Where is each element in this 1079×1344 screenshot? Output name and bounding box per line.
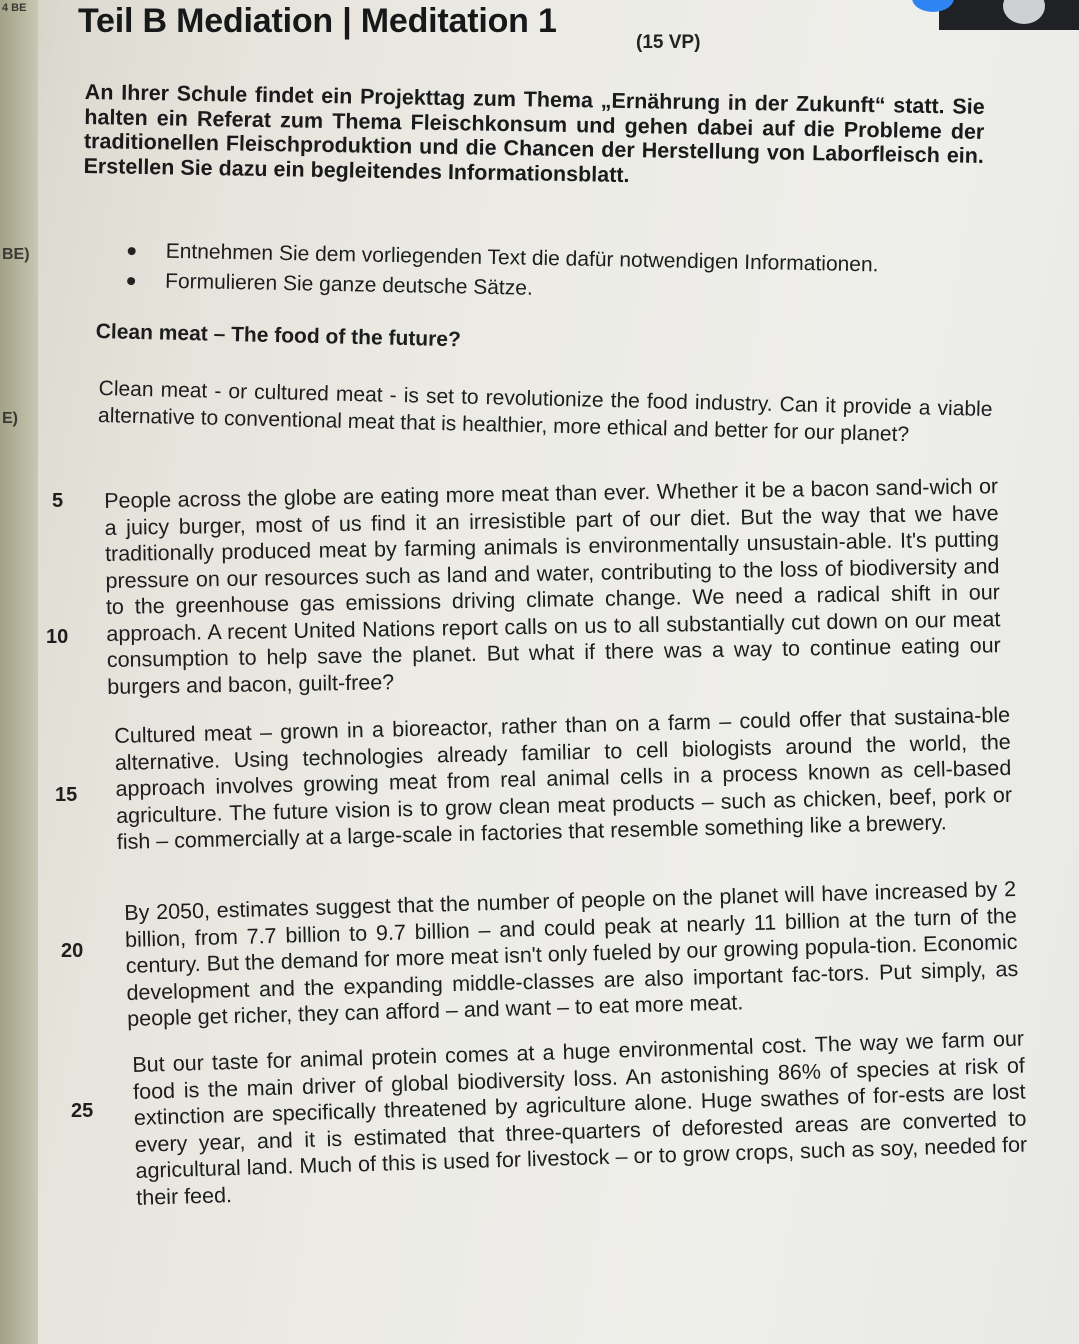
- margin-mark-top: 4 BE: [2, 2, 27, 14]
- article-lead: Clean meat - or cultured meat - is set to revolutionize the food industry. Can it provide a viable alternative to conventional meat that is healthier, more ethical and better for our planet?: [97, 376, 993, 447]
- bullet-text: Formulieren Sie ganze deutsche Sätze.: [164, 269, 534, 300]
- line-number: 5: [52, 490, 64, 512]
- line-number: 25: [71, 1100, 94, 1122]
- article-paragraph: People across the globe are eating more meat than ever. Whether it be a bacon sand-wich or a juicy burger, most of us find it an irresistible part of our diet. But the way that we have traditionally produced meat by farming animals is environmentally unsustain-able. It's putting pressure on our resources such as land and water, contributing to the loss of biodiversity and to the greenhouse gas emissions driving climate change. We need a radical shift in our approach. A recent United Nations report calls on us to all substantially cut down on our meat consumption to help save the planet. But what if there was a way to continue eating our burgers and bacon, guilt-free?: [104, 474, 1001, 699]
- task-instructions: An Ihrer Schule findet ein Projekttag zum Thema „Ernährung in der Zukunft“ statt. Sie halten ein Referat zum Thema Fleischkonsum und gehen dabei auf die Probleme der traditionellen Fleischproduktion und die Chancen der Herstellung von Laborfleisch ein. Erstellen Sie dazu ein begleitendes Informationsblatt.: [83, 80, 985, 187]
- margin-mark-e: E): [2, 410, 18, 427]
- line-number: 10: [46, 626, 69, 648]
- points-label: (15 VP): [636, 32, 701, 53]
- article-paragraph: Cultured meat – grown in a bioreactor, rather than on a farm – could offer that sustaina-ble alternative. Using technologies already familiar to cell biologists around the world, the approach involves growing meat from real animal cells in a process known as cell-based agriculture. The future vision is to grow clean meat products – such as chicken, beef, pork or fish – commercially at a large-scale in factories that resemble something like a brewery.: [114, 702, 1013, 854]
- line-number: 20: [61, 940, 84, 962]
- margin-mark-be: BE): [2, 246, 30, 263]
- bullet-text: Entnehmen Sie dem vorliegenden Text die dafür notwendigen Informationen.: [165, 239, 879, 277]
- task-bullet-list: [127, 236, 948, 312]
- page-margin-strip: [0, 0, 38, 1344]
- line-number: 15: [55, 784, 78, 806]
- bullet-dot-icon: [128, 247, 136, 255]
- article-paragraph: By 2050, estimates suggest that the number of people on the planet will have increased by 2 billion, from 7.7 billion to 9.7 billion – and could peak at nearly 11 billion at the turn of the century. But the demand for more meat isn't only fueled by our growing popula-tion. Economic development and the expanding middle-classes are also important fac-tors. Put simply, as people get richer, they can afford – and want – to eat more meat.: [124, 876, 1019, 1031]
- article-paragraph: But our taste for animal protein comes at a huge environmental cost. The way we farm our food is the main driver of global biodiversity loss. An astonishing 86% of species at risk of extinction are specifically threatened by agriculture alone. Huge swathes of for-ests are lost every year, and it is estimated that three-quarters of deforested areas are converted to agricultural land. Much of this is used for livestock – or to grow crops, such as soy, needed for their feed.: [132, 1026, 1028, 1210]
- page-heading: Teil B Mediation | Meditation 1: [78, 2, 557, 40]
- bullet-dot-icon: [127, 277, 135, 285]
- article-title: Clean meat – The food of the future?: [95, 320, 462, 352]
